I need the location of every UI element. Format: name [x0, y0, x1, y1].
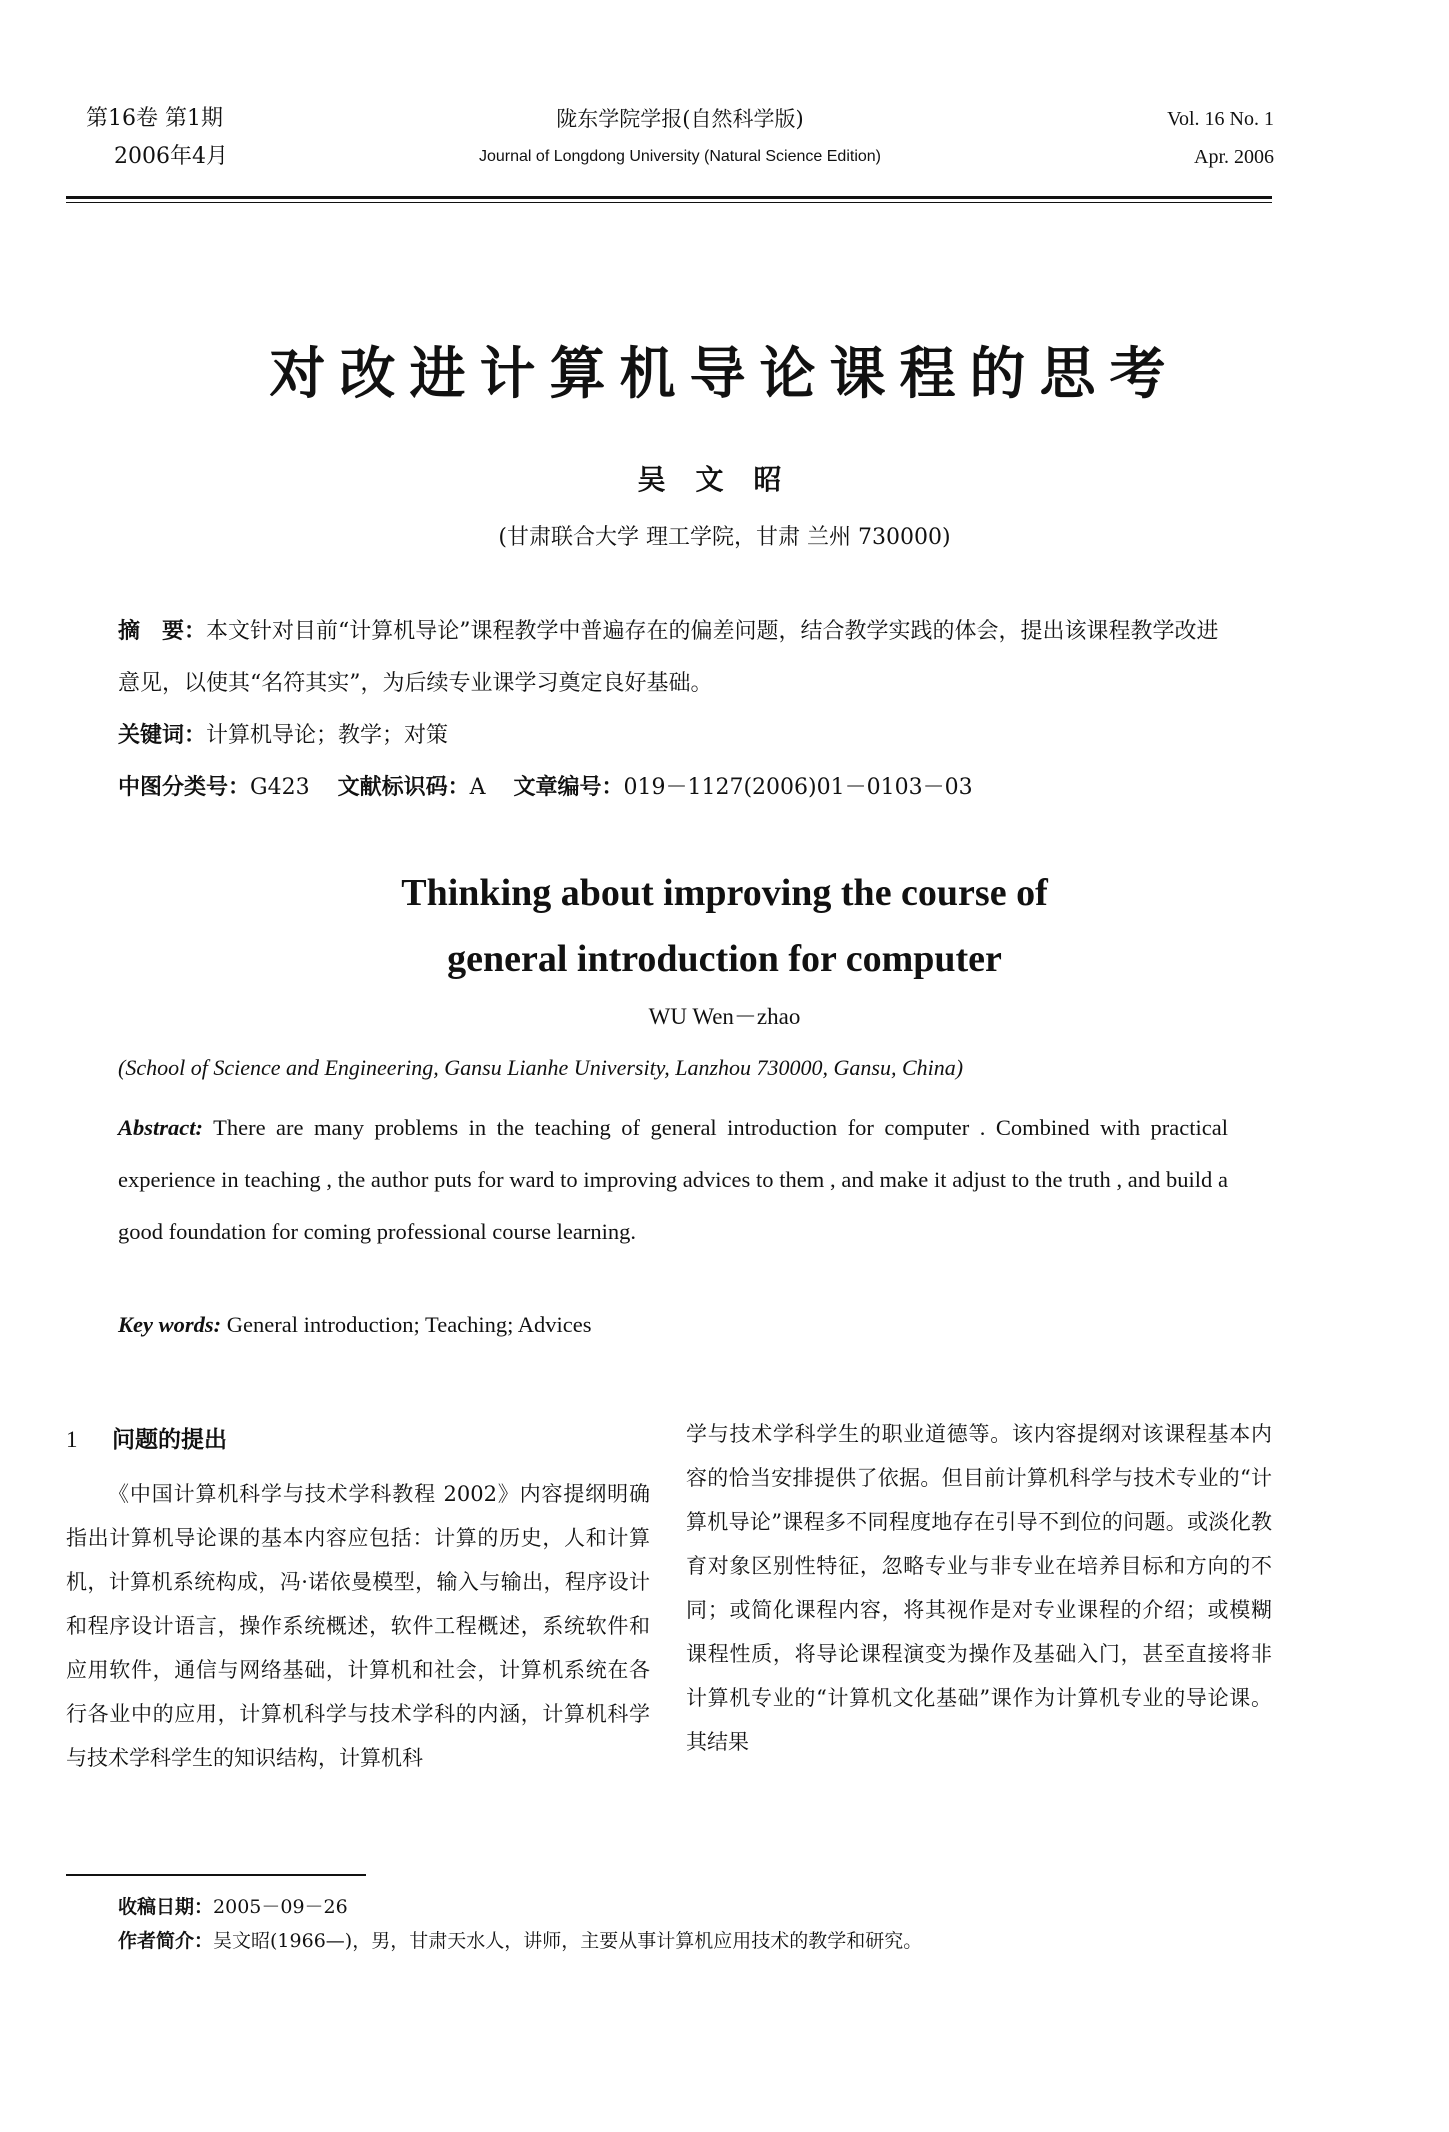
- keywords-en-text: General introduction; Teaching; Advices: [226, 1312, 592, 1337]
- body-column-right: [686, 1412, 1272, 1764]
- affiliation-en: (School of Science and Engineering, Gansu Lianhe University, Lanzhou 730000, Gansu, China): [118, 1055, 964, 1080]
- abstract-en: [118, 1102, 1228, 1258]
- abstract-en-text: There are many problems in the teaching of general introduction for computer . Combined with practical experience in teaching , the author puts for ward to improving advices to them , and make it adjust to the truth , and build a good foundation for coming professional course learning.: [118, 1115, 1228, 1244]
- journal-name-cn: 陇东学院学报(自然科学版): [556, 107, 804, 131]
- volume-issue-en: Vol. 16 No. 1: [1167, 108, 1274, 130]
- footnote-rule: [66, 1874, 366, 1876]
- keywords-cn-text: 计算机导论；教学；对策: [206, 723, 449, 748]
- bio-text: 吴文昭(1966—)，男，甘肃天水人，讲师，主要从事计算机应用技术的教学和研究。: [213, 1930, 923, 1952]
- doc-code-label: 文献标识码：: [337, 775, 470, 800]
- author-bio: [118, 1924, 1258, 1958]
- header-rule-thick: [66, 196, 1272, 199]
- section-heading: [66, 1418, 650, 1462]
- keywords-en: [118, 1312, 1228, 1338]
- doc-code-value: A: [469, 775, 486, 800]
- classification-line: [118, 762, 1228, 814]
- journal-name-en: Journal of Longdong University (Natural Science Edition): [479, 148, 881, 165]
- keywords-cn: [118, 710, 1228, 762]
- abstract-cn: [118, 606, 1228, 710]
- paper-title-cn: 对改进计算机导论课程的思考: [269, 342, 1180, 407]
- article-no-value: 019－1127(2006)01－0103－03: [623, 775, 973, 800]
- author-name-en: WU Wen－zhao: [648, 1004, 801, 1029]
- body-paragraph-left: 《中国计算机科学与技术学科教程 2002》内容提纲明确指出计算机导论课的基本内容应包括：计算的历史，人和计算机，计算机系统构成，冯·诺依曼模型，输入与输出，程序设计和程序设计语言，操作系统概述，软件工程概述，系统软件和应用软件，通信与网络基础，计算机和社会，计算机系统在各行各业中的应用，计算机科学与技术学科的内涵，计算机科学与技术学科学生的知识结构，计算机科: [66, 1482, 650, 1770]
- article-no-label: 文章编号：: [513, 775, 624, 800]
- date-cn: 2006年4月: [114, 144, 228, 169]
- header-right: [1167, 100, 1274, 176]
- received-value: 2005－09－26: [213, 1896, 348, 1918]
- affiliation-cn: (甘肃联合大学 理工学院，甘肃 兰州 730000): [498, 525, 951, 550]
- keywords-cn-label: 关键词：: [118, 723, 207, 748]
- clc-value: G423: [250, 775, 310, 800]
- header-journal: [86, 100, 1274, 176]
- title-en-line2: general introduction for computer: [447, 938, 1002, 980]
- section-title: 问题的提出: [112, 1427, 227, 1453]
- abstract-cn-text: 本文针对目前“计算机导论”课程教学中普遍存在的偏差问题，结合教学实践的体会，提出该课程教学改进意见，以使其“名符其实”，为后续专业课学习奠定良好基础。: [118, 619, 1219, 696]
- section-number: 1: [66, 1427, 78, 1452]
- abstract-en-label: Abstract:: [118, 1115, 204, 1140]
- paper-title-en: [0, 860, 1449, 992]
- abstract-cn-label: 摘 要：: [118, 619, 207, 644]
- date-en: Apr. 2006: [1194, 146, 1274, 168]
- body-paragraph-right: 学与技术学科学生的职业道德等。该内容提纲对该课程基本内容的恰当安排提供了依据。但目前计算机科学与技术专业的“计算机导论”课程多不同程度地存在引导不到位的问题。或淡化教育对象区别性特征，忽略专业与非专业在培养目标和方向的不同；或简化课程内容，将其视作是对专业课程的介绍；或模糊课程性质，将导论课程演变为操作及基础入门，甚至直接将非计算机专业的“计算机文化基础”课作为计算机专业的导论课。其结果: [686, 1422, 1272, 1754]
- clc-label: 中图分类号：: [118, 775, 251, 800]
- body-column-left: [66, 1418, 650, 1780]
- received-date: [118, 1890, 1258, 1924]
- title-en-line1: Thinking about improving the course of: [401, 872, 1048, 914]
- footnotes: [118, 1890, 1258, 1958]
- bio-label: 作者简介：: [118, 1930, 214, 1952]
- volume-issue-cn: 第16卷 第1期: [86, 106, 223, 131]
- page-header: [86, 100, 1274, 180]
- received-label: 收稿日期：: [118, 1896, 214, 1918]
- keywords-en-label: Key words:: [118, 1312, 222, 1337]
- abstract-cn-block: [118, 606, 1228, 814]
- author-name-cn: 吴文昭: [637, 463, 812, 496]
- header-rule-thin: [66, 202, 1272, 203]
